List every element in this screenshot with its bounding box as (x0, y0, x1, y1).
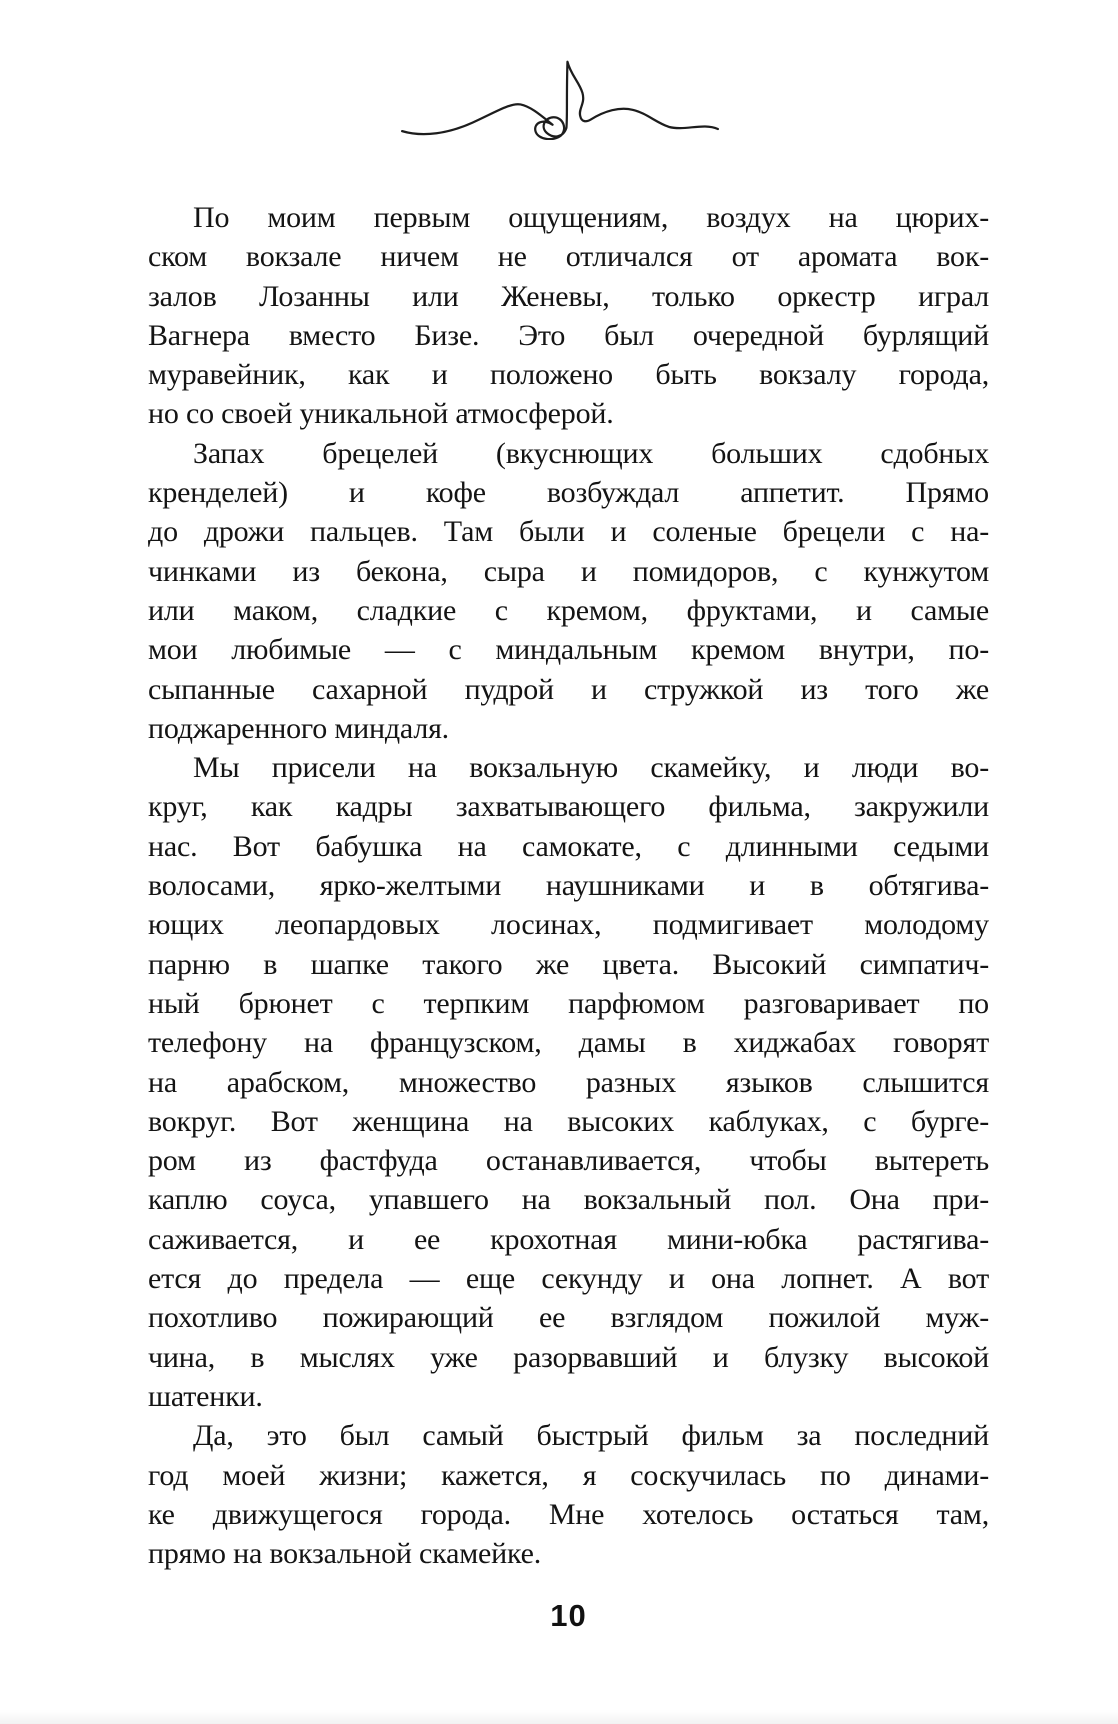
text-line: ющих леопардовых лосинах, подмигивает молодому (148, 908, 989, 942)
text-line: Да, это был самый быстрый фильм за последний (193, 1419, 989, 1453)
text-line: поджаренного миндаля. (148, 711, 449, 745)
text-line: Мы присели на вокзальную скамейку, и люди во- (193, 751, 989, 785)
text-line: чинками из бекона, сыра и помидоров, с кунжутом (148, 554, 989, 588)
paragraph (148, 198, 989, 434)
page-number: 10 (550, 1598, 587, 1633)
paragraph (148, 748, 989, 1416)
text-line: год моей жизни; кажется, я соскучилась по динами- (148, 1458, 989, 1492)
text-line: каплю соуса, упавшего на вокзальный пол. Она при- (148, 1183, 989, 1217)
text-line: залов Лозанны или Женевы, только оркестр играл (148, 279, 989, 313)
text-line: похотливо пожирающий ее взглядом пожилой муж- (148, 1301, 989, 1335)
text-line: сыпанные сахарной пудрой и стружкой из того же (148, 672, 989, 706)
text-line: телефону на французском, дамы в хиджабах говорят (148, 1026, 989, 1060)
text-line: Запах брецелей (вкуснющих больших сдобных (193, 436, 989, 470)
text-line: чина, в мыслях уже разорвавший и блузку высокой (148, 1340, 989, 1374)
text-line: до дрожи пальцев. Там были и соленые брецели с на- (148, 515, 989, 549)
music-note-ornament-icon (400, 54, 720, 140)
paragraph (148, 1416, 989, 1573)
chapter-ornament (400, 54, 720, 140)
text-line: прямо на вокзальной скамейке. (148, 1537, 541, 1571)
text-line: По моим первым ощущениям, воздух на цюрих- (193, 201, 989, 234)
text-line: саживается, и ее крохотная мини-юбка растягива- (148, 1222, 989, 1256)
text-line: нас. Вот бабушка на самокате, с длинными седыми (148, 829, 989, 863)
paragraph (148, 434, 989, 748)
text-block (148, 198, 989, 1573)
text-line: вокруг. Вот женщина на высоких каблуках, с бурге- (148, 1104, 989, 1138)
text-line: на арабском, множество разных языков слышится (148, 1065, 989, 1099)
text-line: ный брюнет с терпким парфюмом разговаривает по (148, 986, 989, 1020)
text-line: волосами, ярко-желтыми наушниками и в обтягива- (148, 869, 989, 903)
text-line: ром из фастфуда останавливается, чтобы вытереть (148, 1144, 989, 1178)
text-line: круг, как кадры захватывающего фильма, закружили (148, 790, 989, 824)
text-line: мои любимые — с миндальным кремом внутри, по- (148, 633, 989, 667)
text-line: но со своей уникальной атмосферой. (148, 397, 614, 431)
text-line: ском вокзале ничем не отличался от аромата вок- (148, 240, 989, 274)
text-line: ется до предела — еще секунду и она лопнет. А вот (148, 1262, 989, 1296)
text-line: Вагнера вместо Бизе. Это был очередной бурлящий (148, 318, 989, 352)
text-line: парню в шапке такого же цвета. Высокий симпатич- (148, 947, 989, 981)
text-line: или маком, сладкие с кремом, фруктами, и самые (148, 593, 989, 627)
text-line: кренделей) и кофе возбуждал аппетит. Прямо (148, 476, 989, 510)
text-line: ке движущегося города. Мне хотелось остаться там, (148, 1497, 989, 1531)
text-line: муравейник, как и положено быть вокзалу города, (148, 358, 989, 392)
text-line: шатенки. (148, 1379, 263, 1413)
